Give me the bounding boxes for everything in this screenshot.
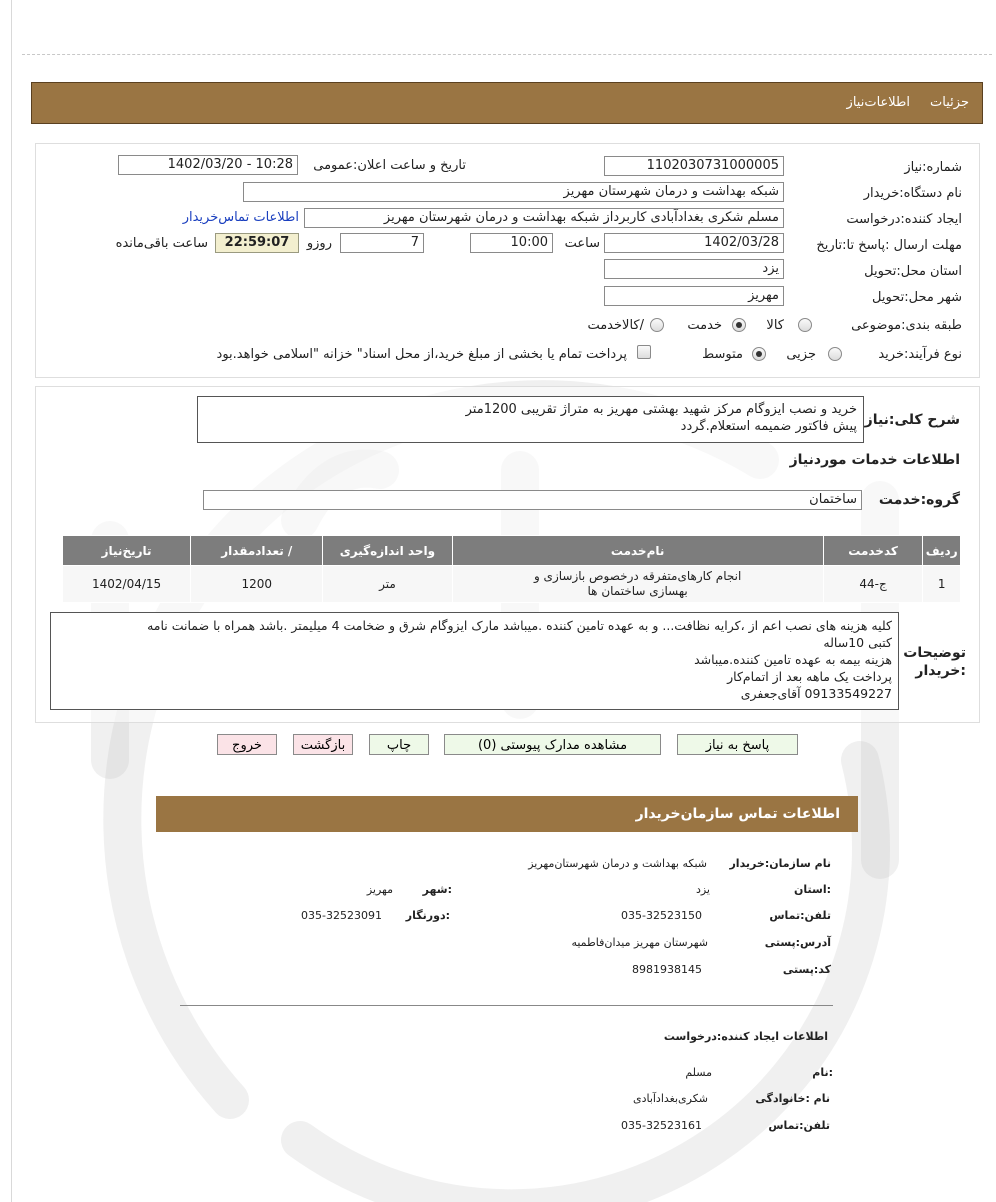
days-field: 7 xyxy=(340,233,424,253)
notes-line-1: کلیه هزینه های نصب اعم از ،کرایه نظافت... و به عهده تامین کننده .میباشد مارک ایزوگام شرق و ضخامت 4 میلیمتر .باشد همراه با ضمانت نامه xyxy=(147,618,892,633)
contact-postal-label: کد:پستی xyxy=(782,963,831,976)
table-row xyxy=(63,566,961,603)
creator-section-title: اطلاعات ایجاد کننده:درخواست xyxy=(663,1030,828,1043)
buyer-contact-link[interactable]: اطلاعات تماس‌خریدار xyxy=(182,210,299,225)
process-buy-label: خرید xyxy=(878,347,904,362)
contact-postal-value: 8981938145 xyxy=(632,963,702,976)
city-field: مهریز xyxy=(604,286,784,306)
treasury-payment-checkbox[interactable] xyxy=(637,345,651,359)
creator-family-label: نام :خانوادگی xyxy=(755,1092,830,1105)
contact-bar-title: اطلاعات تماس سازمان‌خریدار xyxy=(635,806,840,822)
contact-org-value: شبکه بهداشت و درمان شهرستان‌مهریز xyxy=(528,857,707,870)
col-qty: / تعدادمقدار xyxy=(191,536,323,566)
category-label: طبقه بندی:موضوعی xyxy=(851,318,962,333)
contact-address-value: شهرستان مهریز میدان‌فاطمیه xyxy=(571,936,708,949)
cell-index: 1 xyxy=(923,566,961,603)
days-label: روزو xyxy=(306,236,332,251)
deadline-time-field: 10:00 xyxy=(470,233,553,253)
radio-service[interactable] xyxy=(732,318,746,332)
radio-partial-label: جزیی xyxy=(786,347,816,362)
province-field: یزد xyxy=(604,259,784,279)
col-date: تاریخ‌نیاز xyxy=(63,536,191,566)
notes-line-3: هزینه بیمه به عهده تامین کننده.میباشد xyxy=(694,652,892,667)
announce-label: تاریخ و ساعت اعلان:عمومی xyxy=(313,158,466,173)
service-group-label: گروه:خدمت xyxy=(878,492,960,508)
summary-line-2: پیش فاکتور ضمیمه استعلام.گردد xyxy=(680,419,857,434)
col-code: کدخدمت xyxy=(823,536,923,566)
contact-bar xyxy=(156,796,858,832)
buyer-notes-box xyxy=(50,612,899,710)
creator-name-value: مسلم xyxy=(685,1066,712,1079)
cell-code: ج-44 xyxy=(823,566,923,603)
buyer-notes-label-1: توضیحات xyxy=(903,645,966,661)
col-unit: واحد اندازه‌گیری xyxy=(323,536,452,566)
buyer-org-field: شبکه بهداشت و درمان شهرستان مهریز xyxy=(243,182,784,202)
radio-goods-label: کالا xyxy=(766,318,784,333)
city-label: شهر محل:تحویل xyxy=(872,290,962,305)
cell-date: 1402/04/15 xyxy=(63,566,191,603)
need-number-label: شماره:نیاز xyxy=(904,160,962,175)
tab-need-info[interactable]: اطلاعات‌نیاز xyxy=(846,95,910,110)
remaining-label: ساعت باقی‌مانده xyxy=(115,236,208,251)
services-table xyxy=(62,535,961,603)
page-left-border xyxy=(11,0,12,1202)
notes-line-2: کتبی 10ساله xyxy=(823,635,892,650)
contact-address-label: آدرس:پستی xyxy=(764,936,831,949)
creator-label: ایجاد کننده:درخواست xyxy=(846,212,962,227)
contact-org-label: نام سازمان:خریدار xyxy=(729,857,831,870)
contact-fax-label: :دورنگار xyxy=(405,909,450,922)
radio-service-label: خدمت xyxy=(687,318,722,333)
deadline-label: مهلت ارسال :پاسخ تا:تاریخ xyxy=(816,238,962,253)
radio-goods-service[interactable] xyxy=(650,318,664,332)
radio-goods[interactable] xyxy=(798,318,812,332)
services-title: اطلاعات خدمات موردنیاز xyxy=(789,452,960,468)
buyer-notes-label-2: :خریدار xyxy=(915,663,966,679)
top-dotted-divider xyxy=(22,54,992,55)
summary-label: شرح کلی:نیاز xyxy=(864,412,960,428)
contact-city-label: :شهر xyxy=(422,883,452,896)
contact-phone-value: 035-32523150 xyxy=(621,909,702,922)
province-label: استان محل:تحویل xyxy=(864,264,962,279)
contact-separator xyxy=(180,1005,833,1006)
buyer-org-label: نام دستگاه:خریدار xyxy=(863,186,962,201)
radio-medium-label: متوسط xyxy=(702,347,743,362)
payment-note: پرداخت تمام یا بخشی از مبلغ خرید،از محل اسناد" خزانه "اسلامی خواهد.بود xyxy=(216,347,627,362)
col-name: نام‌خدمت xyxy=(452,536,823,566)
summary-line-1: خرید و نصب ایزوگام مرکز شهید بهشتی مهریز به متراژ تقریبی 1200متر xyxy=(465,402,857,417)
contact-phone-label: تلفن:تماس xyxy=(769,909,831,922)
print-button[interactable]: چاپ xyxy=(369,734,429,755)
remaining-timer: 22:59:07 xyxy=(215,233,299,253)
contact-fax-value: 035-32523091 xyxy=(301,909,382,922)
contact-province-label: :استان xyxy=(794,883,831,896)
need-number-field: 1102030731000005 xyxy=(604,156,784,176)
hour-label: ساعت xyxy=(564,236,600,251)
header-bar xyxy=(31,82,983,124)
creator-field: مسلم شکری بغدادآبادی کاربرداز شبکه بهداشت و درمان شهرستان مهریز xyxy=(304,208,784,228)
announce-field: 1402/03/20 - 10:28 xyxy=(118,155,298,175)
back-button[interactable]: بازگشت xyxy=(293,734,353,755)
creator-phone-value: 035-32523161 xyxy=(621,1119,702,1132)
reply-button[interactable]: پاسخ به نیاز xyxy=(677,734,798,755)
contact-city-value: مهریز xyxy=(366,883,393,896)
col-index: ردیف xyxy=(923,536,961,566)
notes-line-4: پرداخت یک ماهه بعد از اتمام‌کار xyxy=(727,669,892,684)
cell-name xyxy=(452,566,823,603)
need-info-panel xyxy=(35,143,980,378)
deadline-date-field: 1402/03/28 xyxy=(604,233,784,253)
creator-name-label: :نام xyxy=(812,1066,833,1079)
summary-box xyxy=(197,396,864,443)
radio-goods-service-label: /کالاخدمت xyxy=(587,318,644,333)
notes-line-5: 09133549227 آقای‌جعفری xyxy=(740,686,892,701)
contact-province-value: یزد xyxy=(695,883,710,896)
service-group-field: ساختمان xyxy=(203,490,862,510)
creator-family-value: شکری‌بغدادآبادی xyxy=(632,1092,708,1105)
cell-name-line-2: بهسازی ساختمان ها xyxy=(587,584,688,598)
attachments-button[interactable]: مشاهده مدارک پیوستی (0) xyxy=(444,734,661,755)
radio-partial[interactable] xyxy=(828,347,842,361)
cell-unit: متر xyxy=(323,566,452,603)
process-label: نوع فرآیند: xyxy=(904,347,962,362)
creator-phone-label: تلفن:تماس xyxy=(768,1119,830,1132)
cell-name-line-1: انجام کارهای‌متفرقه درخصوص بازسازی و xyxy=(533,569,742,583)
exit-button[interactable]: خروج xyxy=(217,734,277,755)
cell-qty: 1200 xyxy=(191,566,323,603)
radio-medium[interactable] xyxy=(752,347,766,361)
tab-details[interactable]: جزئیات xyxy=(930,95,969,110)
